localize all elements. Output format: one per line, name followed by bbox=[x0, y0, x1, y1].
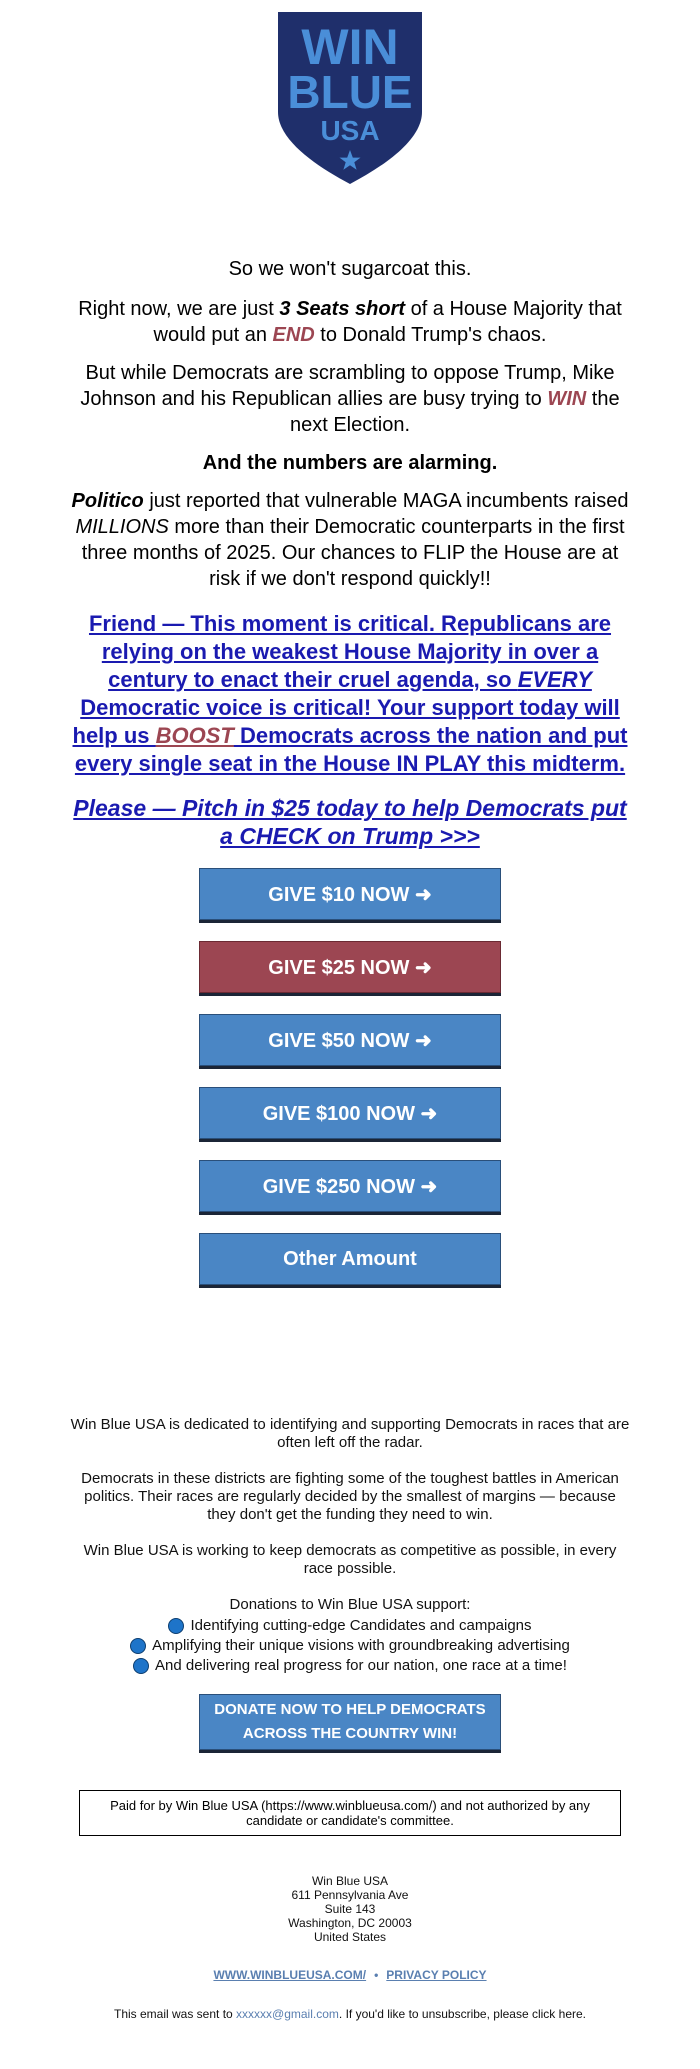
logo-line1: WIN bbox=[301, 19, 399, 75]
other-amount-button[interactable]: Other Amount bbox=[199, 1233, 501, 1285]
logo-line2: BLUE bbox=[287, 66, 413, 118]
list-item: Amplifying their unique visions with groundbreaking advertising bbox=[70, 1636, 630, 1656]
list-item: Identifying cutting-edge Candidates and campaigns bbox=[70, 1616, 630, 1636]
give-100-button[interactable]: GIVE $100 NOW ➜ bbox=[199, 1087, 501, 1139]
support-heading: Donations to Win Blue USA support: bbox=[229, 1596, 471, 1613]
blue-circle-icon bbox=[130, 1638, 146, 1654]
intro-paragraph-politico: Politico just reported that vulnerable MAGA incumbents raised MILLIONS more than their Democratic counterparts in the first three months of 2025. Our chances to FLIP the House are at risk if we don't respond quickly!! bbox=[71, 490, 629, 590]
donation-buttons bbox=[70, 868, 630, 1306]
donate-now-button[interactable]: DONATE NOW TO HELP DEMOCRATS ACROSS THE COUNTRY WIN! bbox=[199, 1694, 501, 1750]
pitch-link[interactable]: Please — Pitch in $25 today to help Democrats put a CHECK on Trump >>> bbox=[73, 795, 627, 849]
callout-link[interactable]: Friend — This moment is critical. Republicans are relying on the weakest House Majority in over a century to enact their cruel agenda, so EVERY Democratic voice is critical! Your support today will help us BOOST Democrats across the nation and put every single seat in the House IN PLAY this midterm. bbox=[72, 611, 628, 776]
unsubscribe-link[interactable]: . If you'd like to unsubscribe, please click here. bbox=[338, 2007, 586, 2021]
intro-line: So we won't sugarcoat this. bbox=[228, 258, 472, 280]
intro-paragraph-seats: Right now, we are just 3 Seats short of a House Majority that would put an END to Donald Trump's chaos. bbox=[78, 298, 622, 346]
website-link[interactable]: WWW.WINBLUEUSA.COM/ bbox=[213, 1968, 367, 1982]
give-250-button[interactable]: GIVE $250 NOW ➜ bbox=[199, 1160, 501, 1212]
privacy-policy-link[interactable]: PRIVACY POLICY bbox=[386, 1968, 487, 1982]
intro-alarming: And the numbers are alarming. bbox=[202, 452, 498, 474]
footer-mission: Win Blue USA is dedicated to identifying and supporting Democrats in races that are often left off the radar. bbox=[70, 1416, 630, 1451]
shield-logo bbox=[272, 8, 428, 186]
blue-circle-icon bbox=[168, 1618, 184, 1634]
blue-circle-icon bbox=[133, 1658, 149, 1674]
unsubscribe-line: This email was sent to xxxxxx@gmail.com. If you'd like to unsubscribe, please click here. bbox=[113, 2007, 586, 2021]
recipient-email: xxxxxx@gmail.com bbox=[236, 2007, 339, 2021]
support-list bbox=[70, 1616, 630, 1676]
paid-for-disclaimer: Paid for by Win Blue USA (https://www.winblueusa.com/) and not authorized by any candidate or candidate's committee. bbox=[79, 1790, 621, 1836]
list-item: And delivering real progress for our nation, one race at a time! bbox=[70, 1656, 630, 1676]
intro-paragraph-win: But while Democrats are scrambling to oppose Trump, Mike Johnson and his Republican allies are busy trying to WIN the next Election. bbox=[80, 362, 620, 436]
give-25-button[interactable]: GIVE $25 NOW ➜ bbox=[199, 941, 501, 993]
mailing-address: Win Blue USA 611 Pennsylvania Ave Suite 143 Washington, DC 20003 United States bbox=[288, 1874, 412, 1944]
give-10-button[interactable]: GIVE $10 NOW ➜ bbox=[199, 868, 501, 920]
logo bbox=[70, 0, 630, 188]
footer-districts: Democrats in these districts are fighting some of the toughest battles in American politics. Their races are regularly decided by the smallest of margins — because they don't get the funding they need to win. bbox=[81, 1470, 619, 1523]
footer-links: WWW.WINBLUEUSA.COM/ • PRIVACY POLICY bbox=[213, 1968, 487, 1982]
give-50-button[interactable]: GIVE $50 NOW ➜ bbox=[199, 1014, 501, 1066]
footer-competitive: Win Blue USA is working to keep democrats as competitive as possible, in every race possible. bbox=[83, 1542, 617, 1577]
logo-line3: USA bbox=[320, 115, 380, 146]
